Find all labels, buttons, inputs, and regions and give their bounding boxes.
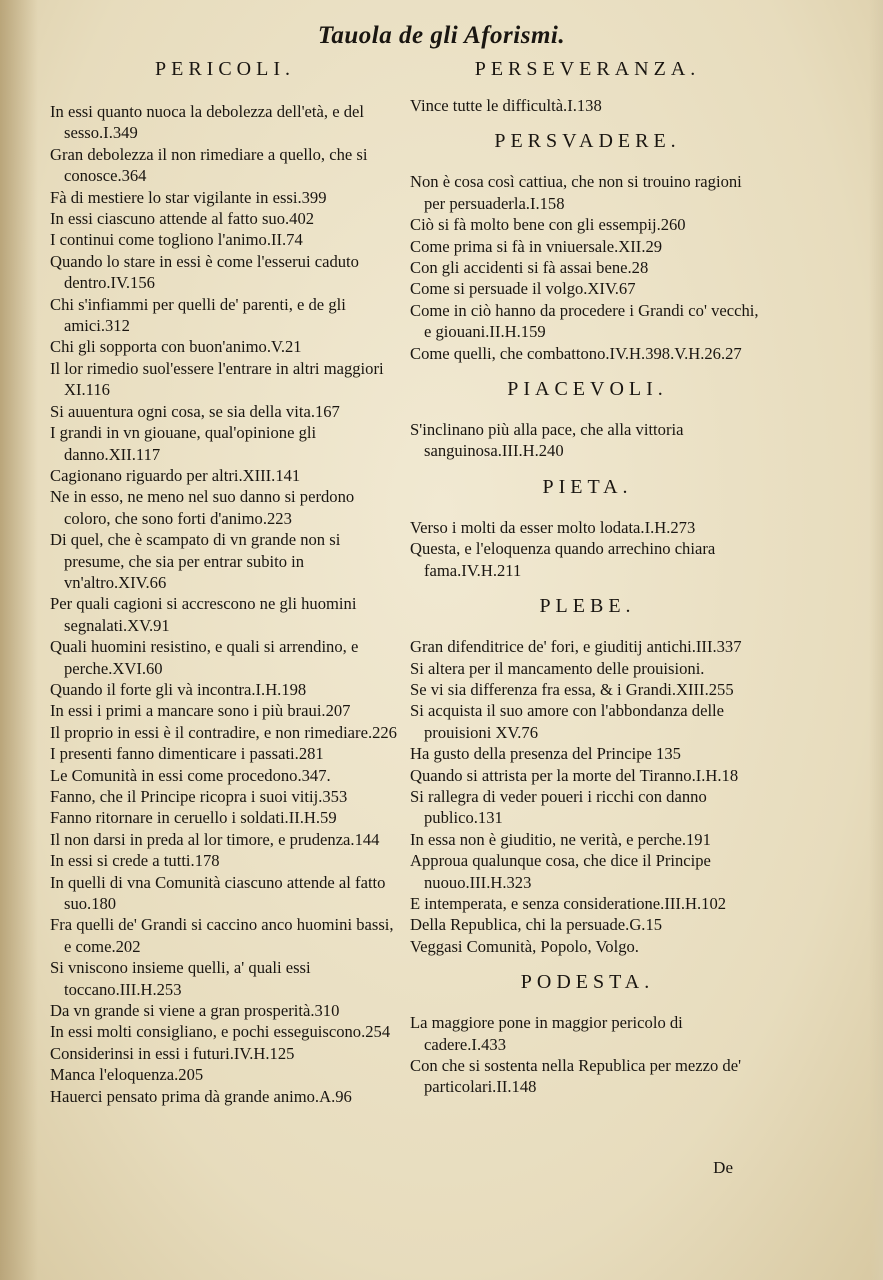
index-entry: I continui come togliono l'animo.II.74 bbox=[50, 230, 303, 250]
index-entry: I grandi in vn giouane, qual'opinione gli danno.XII.117 bbox=[50, 423, 317, 464]
index-entry: In essi i primi a mancare sono i più braui.207 bbox=[50, 701, 351, 721]
index-entry: Fanno ritornare in ceruello i soldati.II.H.59 bbox=[50, 808, 337, 828]
index-entry: Ciò si fà molto bene con gli essempij.260 bbox=[410, 215, 686, 235]
index-entry: Fra quelli de' Grandi si caccino anco huomini bassi, e come.202 bbox=[50, 915, 394, 956]
index-entry: Chi gli sopporta con buon'animo.V.21 bbox=[50, 337, 302, 357]
index-entry: Non è cosa così cattiua, che non si trouino ragioni per persuaderla.I.158 bbox=[410, 172, 742, 213]
index-entry: Come prima si fà in vniuersale.XII.29 bbox=[410, 236, 663, 256]
section-title-piacevoli: PIACEVOLI. bbox=[507, 378, 668, 401]
index-entry: S'inclinano più alla pace, che alla vittoria sanguinosa.III.H.240 bbox=[410, 420, 684, 461]
index-entry: Come in ciò hanno da procedere i Grandi co' vecchi, e giouani.II.H.159 bbox=[410, 300, 759, 342]
index-entry: Si rallegra di veder poueri i ricchi con danno publico.131 bbox=[410, 786, 707, 828]
pericoli-entries bbox=[50, 101, 400, 1107]
index-entry: In essa non è giuditio, ne verità, e perche.191 bbox=[410, 829, 711, 849]
index-entry: Hauerci pensato prima dà grande animo.A.96 bbox=[50, 1086, 352, 1106]
index-entry: Da vn grande si viene a gran prosperità.310 bbox=[50, 1001, 340, 1021]
index-entry: Quando si attrista per la morte del Tiranno.I.H.18 bbox=[410, 765, 739, 785]
index-entry: In essi ciascuno attende al fatto suo.402 bbox=[50, 209, 315, 229]
index-entry: La maggiore pone in maggior pericolo di cadere.I.433 bbox=[410, 1013, 683, 1054]
right-column bbox=[410, 58, 765, 1098]
running-head: Tauola de gli Aforismi. bbox=[317, 22, 566, 49]
index-entry: Quali huomini resistino, e quali si arrendino, e perche.XVI.60 bbox=[50, 637, 359, 678]
index-entry: Quando il forte gli và incontra.I.H.198 bbox=[50, 679, 307, 699]
index-entry: In essi molti consigliano, e pochi esseguiscono.254 bbox=[50, 1022, 391, 1042]
section-title-perseveranza: PERSEVERANZA. bbox=[474, 58, 701, 80]
index-entry: In essi si crede a tutti.178 bbox=[50, 851, 220, 871]
index-entry: Chi s'infiammi per quelli de' parenti, e de gli amici.312 bbox=[50, 294, 346, 336]
index-entry: Si acquista il suo amore con l'abbondanza delle prouisioni XV.76 bbox=[410, 701, 725, 742]
index-entry: Considerinsi in essi i futuri.IV.H.125 bbox=[50, 1043, 295, 1063]
index-entry: Ha gusto della presenza del Principe 135 bbox=[410, 744, 681, 764]
index-entry: In essi quanto nuoca la debolezza dell'età, e del sesso.I.349 bbox=[50, 102, 364, 143]
index-entry: I presenti fanno dimenticare i passati.281 bbox=[50, 744, 324, 764]
index-entry: Il proprio in essi è il contradire, e non rimediare.226 bbox=[50, 722, 397, 742]
index-entry: Con gli accidenti si fà assai bene.28 bbox=[410, 258, 649, 278]
index-entry: Di quel, che è scampato di vn grande non si presume, che sia per entrar subito in vn'altro.XIV.66 bbox=[50, 530, 341, 592]
page-edge-shade bbox=[869, 0, 883, 1280]
index-entry: Per quali cagioni si accrescono ne gli huomini segnalati.XV.91 bbox=[50, 594, 357, 635]
index-entry: Questa, e l'eloquenza quando arrechino chiara fama.IV.H.211 bbox=[410, 539, 716, 580]
index-entry: Come si persuade il volgo.XIV.67 bbox=[410, 279, 636, 299]
index-entry: Manca l'eloquenza.205 bbox=[50, 1065, 204, 1085]
index-entry: E intemperata, e senza consideratione.III.H.102 bbox=[410, 893, 727, 913]
index-entry: Approua qualunque cosa, che dice il Principe nuouo.III.H.323 bbox=[410, 851, 711, 892]
index-entry: Veggasi Comunità, Popolo, Volgo. bbox=[410, 936, 639, 956]
index-entry: Se vi sia differenza fra essa, & i Grandi.XIII.255 bbox=[410, 679, 734, 699]
catchword: De bbox=[713, 1158, 733, 1177]
section-title-pieta: PIETA. bbox=[542, 475, 633, 498]
index-entry: Della Republica, chi la persuade.G.15 bbox=[410, 915, 663, 935]
index-entry: Ne in esso, ne meno nel suo danno si perdono coloro, che sono forti d'animo.223 bbox=[50, 487, 355, 528]
left-column bbox=[50, 58, 400, 1107]
index-entry: Fanno, che il Principe ricopra i suoi vitij.353 bbox=[50, 787, 348, 806]
index-entry: Quando lo stare in essi è come l'esserui caduto dentro.IV.156 bbox=[50, 251, 359, 293]
index-entry: Con che si sostenta nella Republica per mezzo de' particolari.II.148 bbox=[410, 1056, 742, 1097]
index-entry: Il non darsi in preda al lor timore, e prudenza.144 bbox=[50, 829, 380, 849]
index-entry: Vince tutte le difficultà.I.138 bbox=[410, 96, 602, 115]
index-entry: Le Comunità in essi come procedono.347. bbox=[50, 765, 331, 785]
section-title-pericoli: PERICOLI. bbox=[155, 58, 295, 80]
index-entry: Si altera per il mancamento delle prouisioni. bbox=[410, 658, 705, 678]
index-entry: Si vniscono insieme quelli, a' quali essi toccano.III.H.253 bbox=[50, 958, 311, 999]
index-entry: Gran difenditrice de' fori, e giuditij antichi.III.337 bbox=[410, 637, 742, 657]
section-title-plebe: PLEBE. bbox=[539, 595, 636, 618]
index-entry: Il lor rimedio suol'essere l'entrare in altri maggiori XI.116 bbox=[50, 358, 384, 400]
index-entry: In quelli di vna Comunità ciascuno attende al fatto suo.180 bbox=[50, 872, 386, 914]
index-entry: Verso i molti da esser molto lodata.I.H.273 bbox=[410, 517, 696, 537]
index-entry: Come quelli, che combattono.IV.H.398.V.H.26.27 bbox=[410, 343, 742, 363]
section-title-persvadere: PERSVADERE. bbox=[494, 130, 681, 153]
index-entry: Gran debolezza il non rimediare a quello, che si conosce.364 bbox=[50, 144, 368, 186]
index-entry: Fà di mestiere lo star vigilante in essi.399 bbox=[50, 187, 327, 207]
section-title-podesta: PODESTA. bbox=[520, 971, 655, 994]
index-entry: Cagionano riguardo per altri.XIII.141 bbox=[50, 465, 301, 485]
index-entry: Si auuentura ogni cosa, se sia della vita.167 bbox=[50, 401, 340, 421]
